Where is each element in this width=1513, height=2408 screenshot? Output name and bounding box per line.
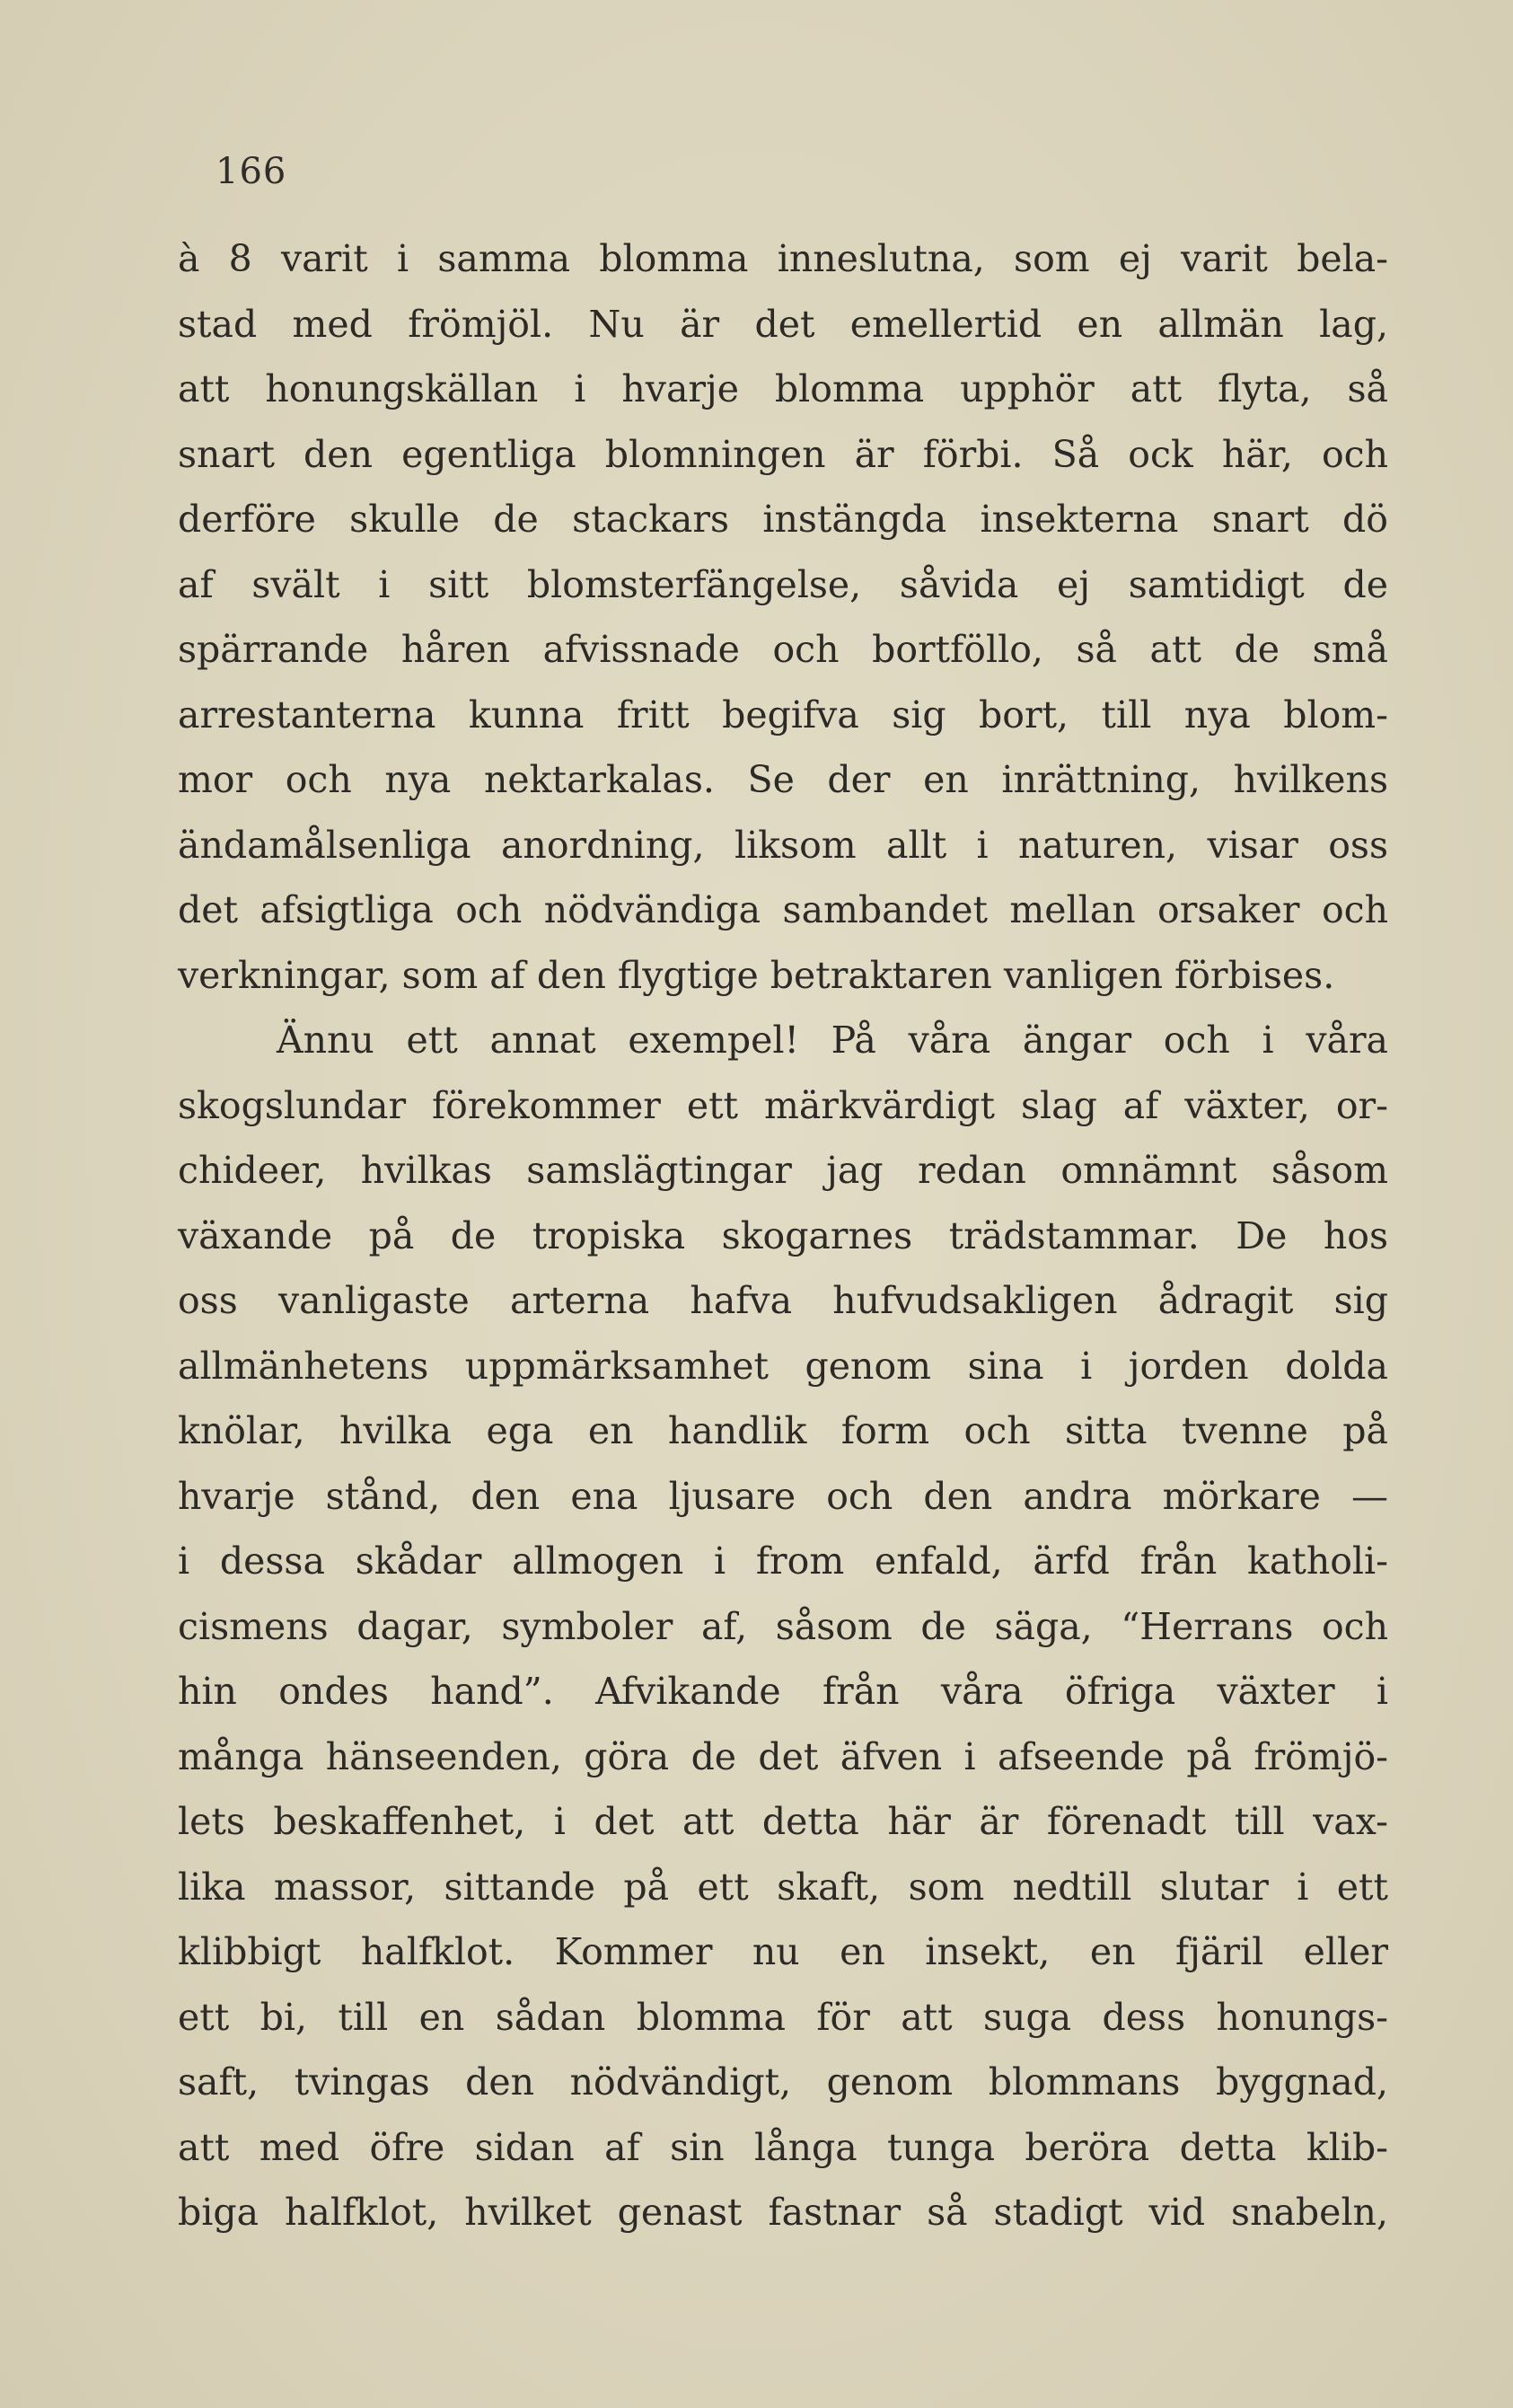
text-line: snart den egentliga blomningen är förbi. Så ock här, och [178, 432, 1388, 476]
text-line: spärrande håren afvissnade och bortföllo, så att de små [178, 628, 1388, 671]
text-line: många hänseenden, göra de det äfven i afseende på frömjö- [178, 1734, 1388, 1778]
text-line: saft, tvingas den nödvändigt, genom blommans byggnad, [178, 2060, 1388, 2104]
text-line: chideer, hvilkas samslägtingar jag redan omnämnt såsom [178, 1149, 1388, 1192]
text-line: i dessa skådar allmogen i from enfald, ärfd från katholi- [178, 1539, 1388, 1583]
text-line: lika massor, sittande på ett skaft, som nedtill slutar i ett [178, 1865, 1388, 1909]
text-line: ett bi, till en sådan blomma för att suga dess honungs- [178, 1995, 1388, 2039]
text-line: skogslundar förekommer ett märkvärdigt slag af växter, or- [178, 1083, 1388, 1127]
page-number: 166 [216, 151, 287, 192]
paragraph-start-line: Ännu ett annat exempel! På våra ängar och i våra [277, 1019, 1388, 1062]
text-line: hin ondes hand”. Afvikande från våra öfriga växter i [178, 1670, 1388, 1713]
text-line: stad med frömjöl. Nu är det emellertid en allmän lag, [178, 302, 1388, 346]
text-line: klibbigt halfklot. Kommer nu en insekt, en fjäril eller [178, 1930, 1388, 1973]
text-line: lets beskaffenhet, i det att detta här är förenadt till vax- [178, 1800, 1388, 1843]
text-line: verkningar, som af den flygtige betraktaren vanligen förbises. [178, 953, 1335, 997]
text-line: oss vanligaste arterna hafva hufvudsakligen ådragit sig [178, 1279, 1388, 1322]
text-line: hvarje stånd, den ena ljusare och den andra mörkare — [178, 1474, 1388, 1518]
text-line: arrestanterna kunna fritt begifva sig bort, till nya blom- [178, 692, 1388, 737]
text-line: af svält i sitt blomsterfängelse, såvida ej samtidigt de [178, 562, 1388, 606]
body-text [178, 226, 1388, 2245]
text-line: växande på de tropiska skogarnes trädstammar. De hos [178, 1213, 1388, 1257]
text-line: cismens dagar, symboler af, såsom de säga, “Herrans och [178, 1604, 1388, 1648]
text-line: derföre skulle de stackars instängda insekterna snart dö [178, 498, 1388, 541]
text-line: knölar, hvilka ega en handlik form och sitta tvenne på [178, 1409, 1388, 1452]
text-line: biga halfklot, hvilket genast fastnar så stadigt vid snabeln, [178, 2191, 1388, 2234]
text-line: à 8 varit i samma blomma inneslutna, som ej varit bela- [178, 237, 1388, 280]
text-line: allmänhetens uppmärksamhet genom sina i jorden dolda [178, 1344, 1388, 1388]
text-line: att med öfre sidan af sin långa tunga beröra detta klib- [178, 2125, 1388, 2169]
text-line: att honungskällan i hvarje blomma upphör att flyta, så [178, 367, 1388, 410]
text-line: det afsigtliga och nödvändiga sambandet mellan orsaker och [178, 888, 1388, 931]
text-line: mor och nya nektarkalas. Se der en inrättning, hvilkens [178, 758, 1388, 801]
text-line: ändamålsenliga anordning, liksom allt i naturen, visar oss [178, 823, 1388, 867]
